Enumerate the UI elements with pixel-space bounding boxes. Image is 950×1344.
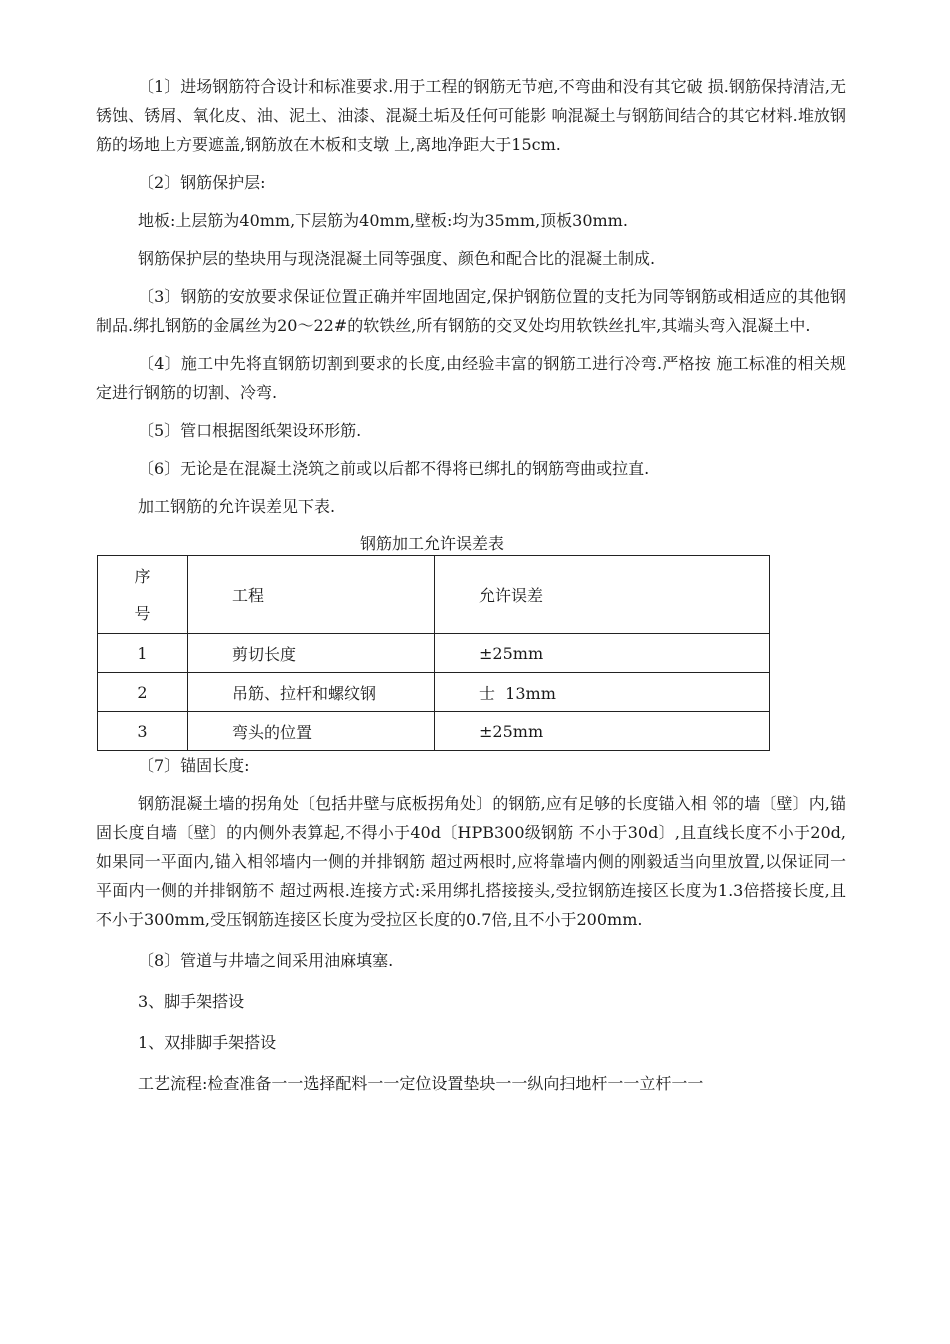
table-header-row bbox=[98, 556, 770, 634]
row-item: 吊筋、拉杆和螺纹钢 bbox=[188, 673, 435, 712]
table-title: 钢筋加工允许误差表 bbox=[359, 534, 504, 553]
tolerance-table bbox=[97, 555, 770, 751]
header-number bbox=[98, 556, 188, 634]
subsection-heading-double-scaffold: 1、双排脚手架搭设 bbox=[138, 1033, 277, 1052]
row-item: 剪切长度 bbox=[188, 634, 435, 673]
paragraph-rebar-placement: 〔3〕钢筋的安放要求保证位置正确并牢固地固定,保护钢筋位置的支托为同等钢筋或相适应的其他钢制品.绑扎钢筋的金属丝为20〜22#的软铁丝,所有钢筋的交叉处均用软铁丝扎牢,其端头弯入混凝土中. bbox=[96, 287, 846, 335]
table-row bbox=[98, 673, 770, 712]
row-tolerance: ±25mm bbox=[435, 712, 770, 751]
table-row bbox=[98, 712, 770, 751]
paragraph-protective-layer-heading: 〔2〕钢筋保护层: bbox=[138, 173, 266, 192]
paragraph-cold-bending: 〔4〕施工中先将直钢筋切割到要求的长度,由经验丰富的钢筋工进行冷弯.严格按 施工标准的相关规定进行钢筋的切割、冷弯. bbox=[96, 354, 846, 402]
table-row bbox=[98, 634, 770, 673]
row-number: 1 bbox=[98, 634, 188, 673]
row-tolerance: 士 13mm bbox=[435, 673, 770, 712]
row-number: 3 bbox=[98, 712, 188, 751]
header-tolerance: 允许误差 bbox=[435, 556, 770, 634]
row-number: 2 bbox=[98, 673, 188, 712]
row-item: 弯头的位置 bbox=[188, 712, 435, 751]
row-tolerance: ±25mm bbox=[435, 634, 770, 673]
section-heading-scaffolding: 3、脚手架搭设 bbox=[138, 992, 245, 1011]
header-number-line1: 序 bbox=[134, 566, 151, 586]
paragraph-anchorage-heading: 〔7〕锚固长度: bbox=[138, 756, 250, 775]
paragraph-anchorage-detail: 钢筋混凝土墙的拐角处〔包括井壁与底板拐角处〕的钢筋,应有足够的长度锚入相 邻的墙〔壁〕内,锚固长度自墙〔壁〕的内侧外表算起,不得小于40d〔HPB300级钢筋 不小于30d〕,且直线长度不小于20d,如果同一平面内,锚入相邻墙内一侧的并排钢筋 超过两根时,应将靠墙内侧的刚毅适当向里放置,以保证同一平面内一侧的并排钢筋不 超过两根.连接方式:采用绑扎搭接接头,受拉钢筋连接区长度为1.3倍搭接长度,且 不小于300mm,受压钢筋连接区长度为受拉区长度的0.7倍,且不小于200mm. bbox=[96, 794, 846, 929]
paragraph-spacer-blocks: 钢筋保护层的垫块用与现浇混凝土同等强度、颜色和配合比的混凝土制成. bbox=[138, 249, 656, 268]
paragraph-process-flow: 工艺流程:检查准备一一选择配料一一定位设置垫块一一纵向扫地杆一一立杆一一 bbox=[138, 1074, 704, 1093]
paragraph-protective-layer-values: 地板:上层筋为40mm,下层筋为40mm,壁板:均为35mm,顶板30mm. bbox=[138, 211, 628, 230]
paragraph-ring-bars: 〔5〕管口根据图纸架设环形筋. bbox=[138, 421, 362, 440]
paragraph-table-intro: 加工钢筋的允许误差见下表. bbox=[138, 497, 336, 516]
paragraph-pipe-sealing: 〔8〕管道与井墙之间采用油麻填塞. bbox=[138, 951, 394, 970]
header-item: 工程 bbox=[188, 556, 435, 634]
header-number-line2: 号 bbox=[134, 603, 151, 623]
paragraph-no-bending: 〔6〕无论是在混凝土浇筑之前或以后都不得将已绑扎的钢筋弯曲或拉直. bbox=[138, 459, 650, 478]
document-page bbox=[96, 72, 846, 1098]
paragraph-rebar-entry: 〔1〕进场钢筋符合设计和标准要求.用于工程的钢筋无节疤,不弯曲和没有其它破 损.钢筋保持清洁,无锈蚀、锈屑、氧化皮、油、泥土、油漆、混凝土垢及任何可能影 响混凝土与钢筋间结合的其它材料.堆放钢筋的场地上方要遮盖,钢筋放在木板和支墩 上,离地净距大于15cm. bbox=[96, 77, 846, 154]
